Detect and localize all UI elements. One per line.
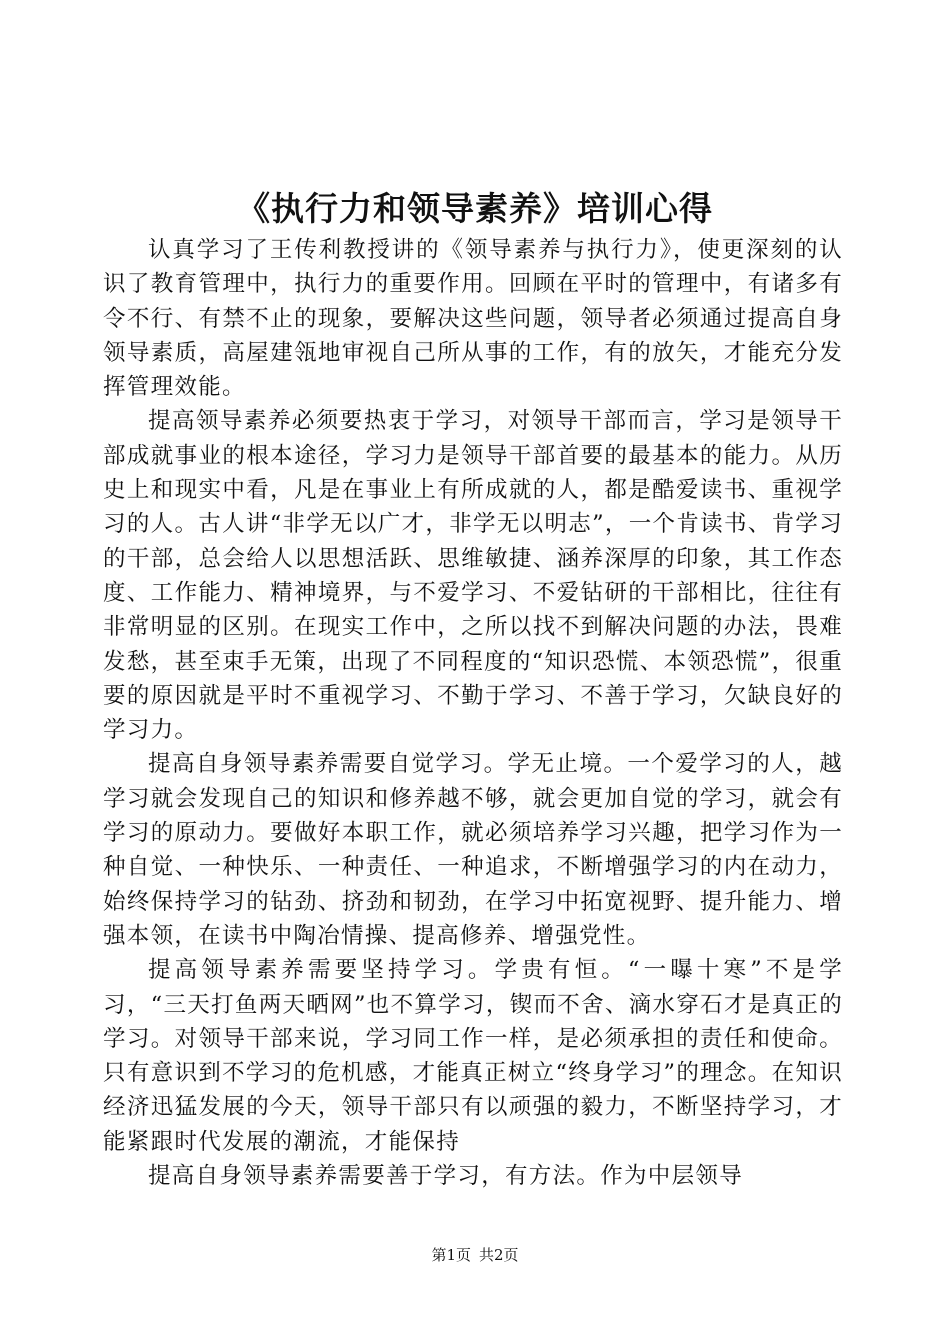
document-body: [103, 233, 843, 1193]
paragraph: 提高领导素养必须要热衷于学习，对领导干部而言，学习是领导干部成就事业的根本途径，学习力是领导干部首要的最基本的能力。从历史上和现实中看，凡是在事业上有所成就的人，都是酷爱读书、重视学习的人。古人讲“非学无以广才，非学无以明志”，一个肯读书、肯学习的干部，总会给人以思想活跃、思维敏捷、涵养深厚的印象，其工作态度、工作能力、精神境界，与不爱学习、不爱钻研的干部相比，往往有非常明显的区别。在现实工作中，之所以找不到解决问题的办法，畏难发愁，甚至束手无策，出现了不同程度的“知识恐慌、本领恐慌”，很重要的原因就是平时不重视学习、不勤于学习、不善于学习，欠缺良好的学习力。: [103, 408, 843, 744]
document-title: 《执行力和领导素养》培训心得: [237, 189, 713, 228]
paragraph: 提高领导素养需要坚持学习。学贵有恒。“一曝十寒”不是学习，“三天打鱼两天晒网”也不算学习，锲而不舍、滴水穿石才是真正的学习。对领导干部来说，学习同工作一样，是必须承担的责任和使命。只有意识到不学习的危机感，才能真正树立“终身学习”的理念。在知识经济迅猛发展的今天，领导干部只有以顽强的毅力，不断坚持学习，才能紧跟时代发展的潮流，才能保持: [103, 957, 843, 1155]
page-number: 第1页: [431, 1246, 471, 1264]
page-total: 共2页: [479, 1246, 519, 1264]
paragraph: 提高自身领导素养需要自觉学习。学无止境。一个爱学习的人，越学习就会发现自己的知识和修养越不够，就会更加自觉的学习，就会有学习的原动力。要做好本职工作，就必须培养学习兴趣，把学习作为一种自觉、一种快乐、一种责任、一种追求，不断增强学习的内在动力，始终保持学习的钻劲、挤劲和韧劲，在学习中拓宽视野、提升能力、增强本领，在读书中陶冶情操、提高修养、增强党性。: [103, 751, 843, 949]
paragraph: 认真学习了王传利教授讲的《领导素养与执行力》，使更深刻的认识了教育管理中，执行力的重要作用。回顾在平时的管理中，有诸多有令不行、有禁不止的现象，要解决这些问题，领导者必须通过提高自身领导素质，高屋建瓴地审视自己所从事的工作，有的放矢，才能充分发挥管理效能。: [103, 237, 843, 401]
paragraph: 提高自身领导素养需要善于学习，有方法。作为中层领导: [148, 1163, 744, 1190]
page-footer: [0, 1245, 950, 1265]
